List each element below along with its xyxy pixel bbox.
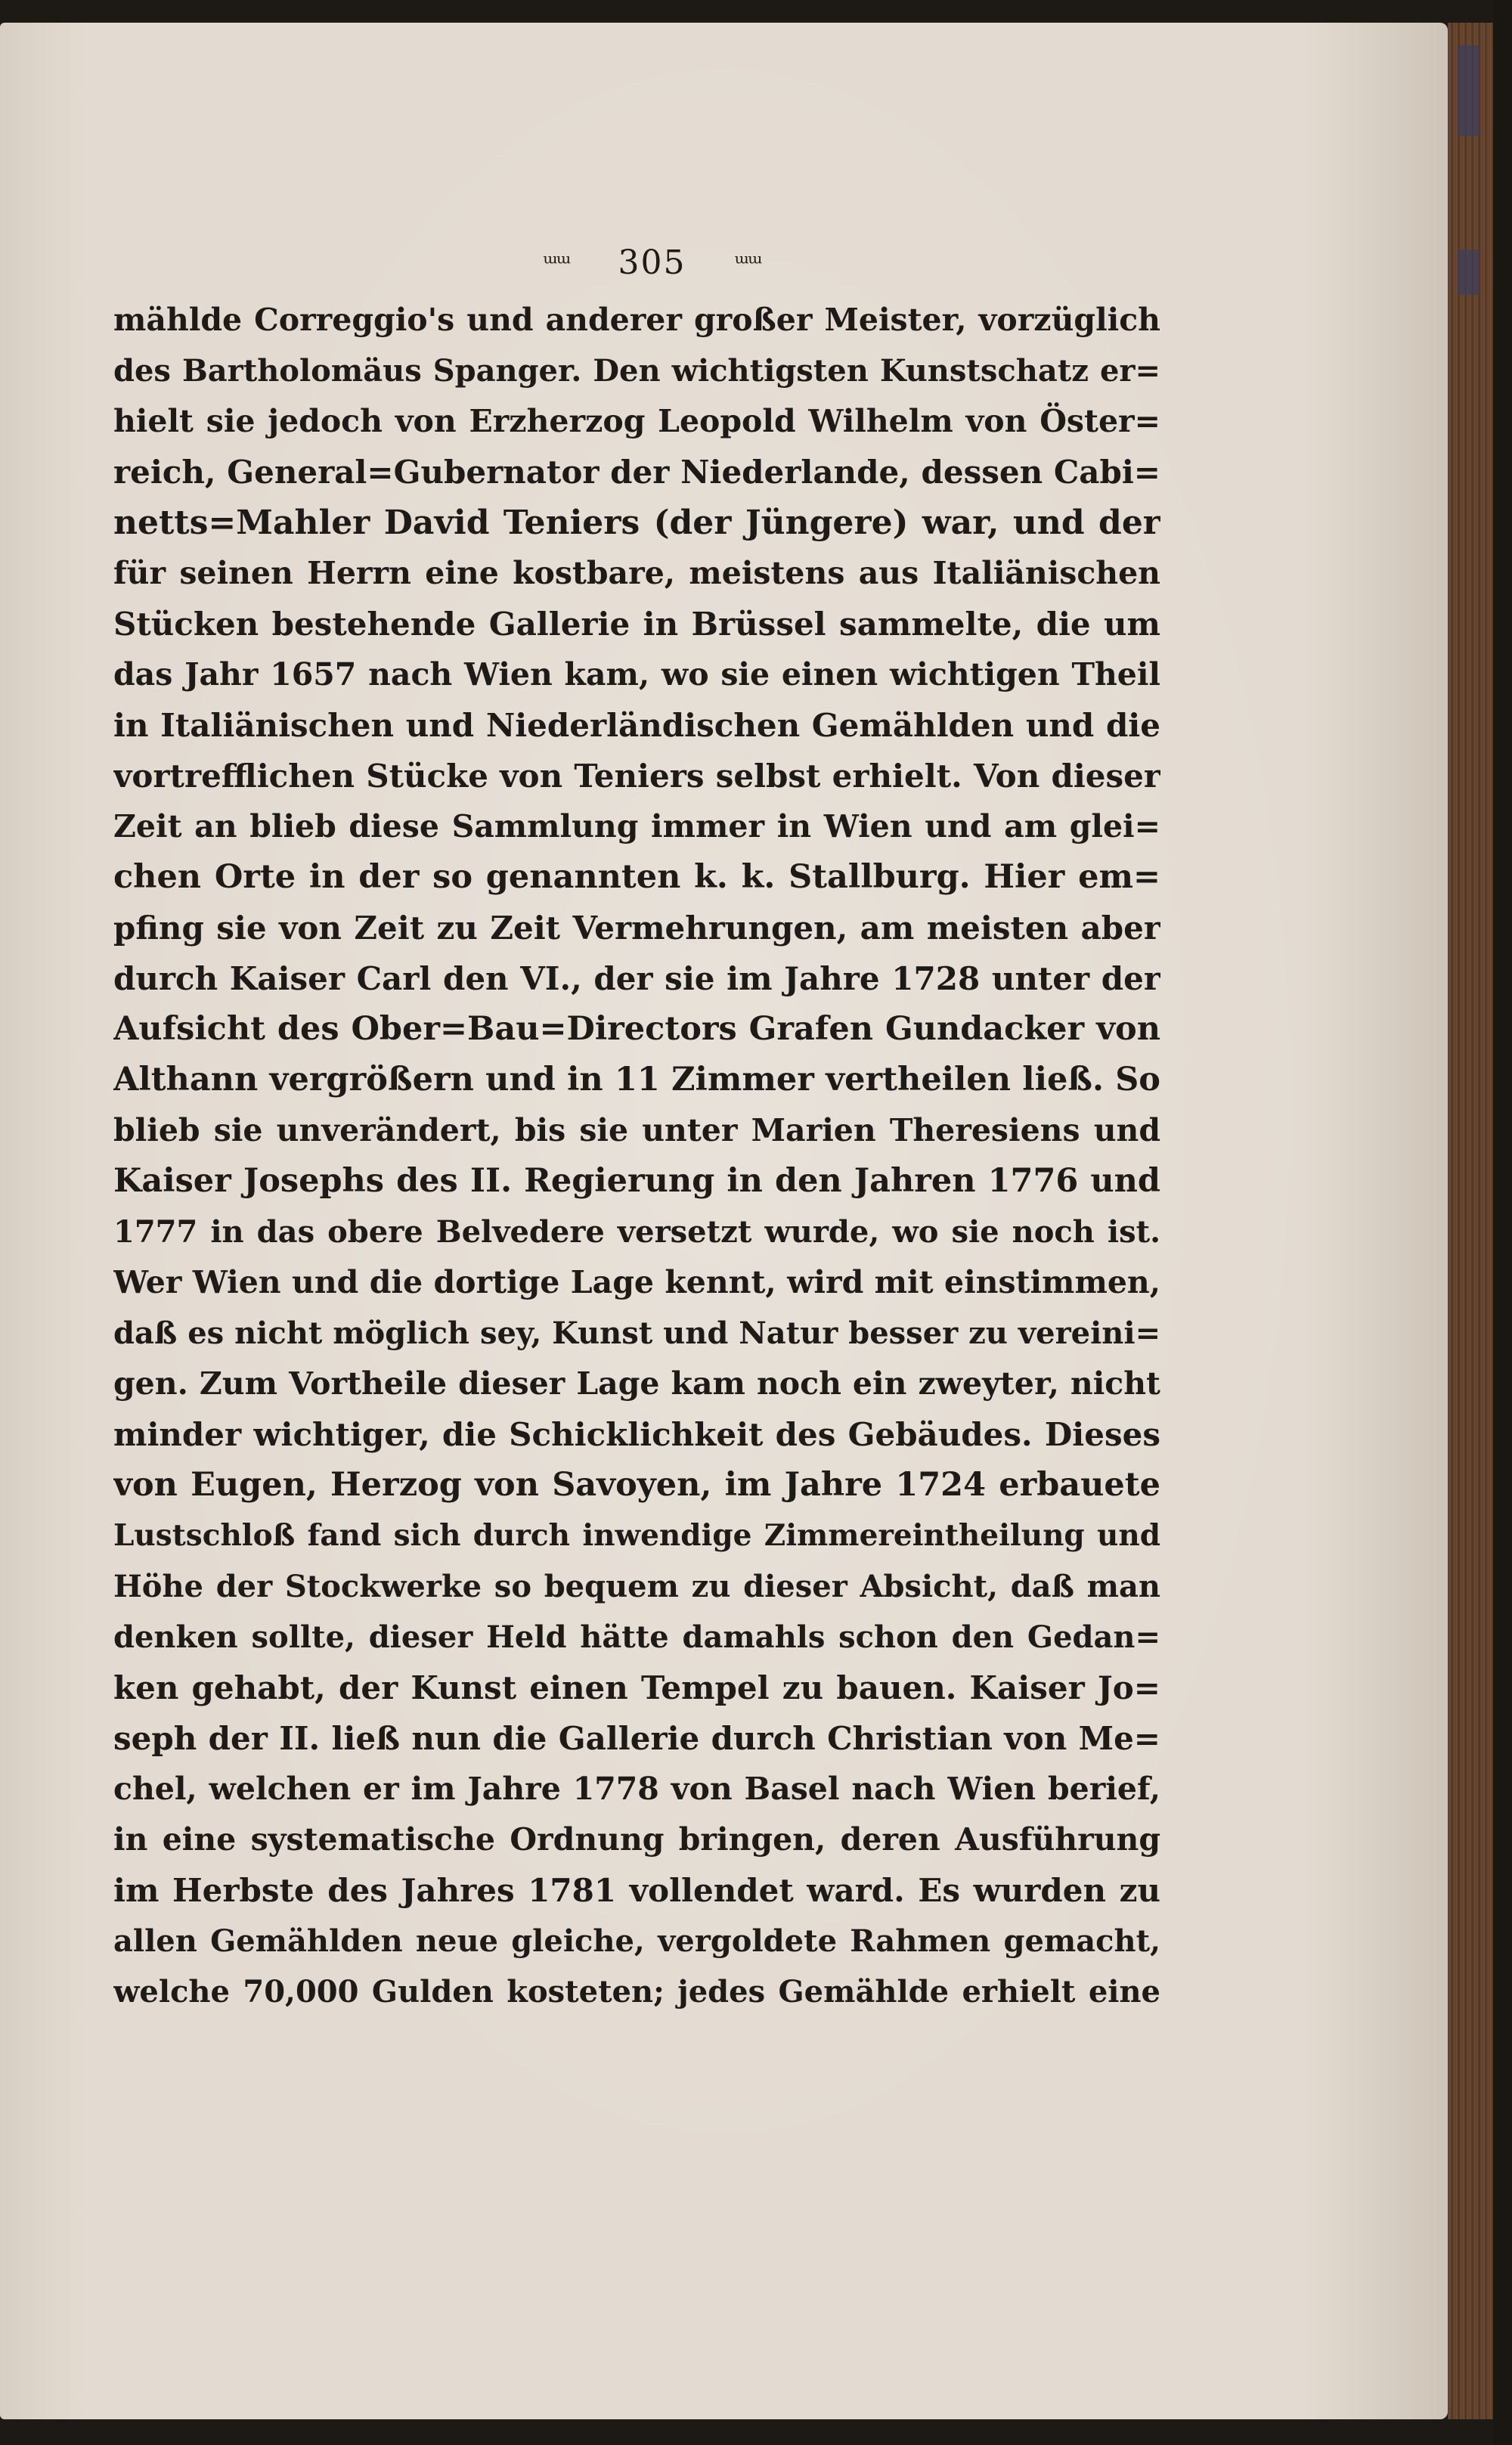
- text-line: Stücken bestehende Gallerie in Brüssel sammelte, die um: [113, 606, 1160, 643]
- text-line: daß es nicht möglich sey, Kunst und Natur besser zu vereini=: [113, 1315, 1160, 1351]
- text-line: chel, welchen er im Jahre 1778 von Basel nach Wien berief,: [113, 1771, 1160, 1807]
- text-line: Wer Wien und die dortige Lage kennt, wird mit einstimmen,: [113, 1264, 1160, 1300]
- spine-mark: [1458, 45, 1479, 136]
- text-line: durch Kaiser Carl den VI., der sie im Jahre 1728 unter der: [113, 960, 1160, 997]
- text-line: für seinen Herrn eine kostbare, meistens aus Italiänischen: [113, 555, 1160, 591]
- text-line: von Eugen, Herzog von Savoyen, im Jahre 1724 erbauete: [113, 1466, 1160, 1504]
- page-edges: [1448, 23, 1493, 2419]
- text-line: netts=Mahler David Teniers (der Jüngere) war, und der: [113, 504, 1160, 542]
- text-line: pfing sie von Zeit zu Zeit Vermehrungen, am meisten aber: [113, 910, 1160, 947]
- text-line: Althann vergrößern und in 11 Zimmer vertheilen ließ. So: [113, 1061, 1160, 1099]
- page-header: [144, 227, 1160, 295]
- text-line: in Italiänischen und Niederländischen Gemählden und die: [113, 707, 1160, 744]
- spine-mark: [1458, 249, 1479, 295]
- text-block: [113, 227, 1160, 2017]
- text-line: allen Gemählden neue gleiche, vergoldete Rahmen gemacht,: [113, 1923, 1160, 1959]
- text-line: Lustschloß fand sich durch inwendige Zimmereintheilung und: [113, 1518, 1160, 1553]
- text-line: im Herbste des Jahres 1781 vollendet ward. Es wurden zu: [113, 1872, 1160, 1909]
- text-line: denken sollte, dieser Held hätte damahls schon den Gedan=: [113, 1619, 1160, 1655]
- text-line: mählde Correggio's und anderer großer Meister, vorzüglich: [113, 302, 1160, 338]
- page-number: 305: [618, 243, 686, 282]
- text-line: 1777 in das obere Belvedere versetzt wurde, wo sie noch ist.: [113, 1214, 1160, 1250]
- text-line: ken gehabt, der Kunst einen Tempel zu bauen. Kaiser Jo=: [113, 1669, 1160, 1706]
- text-line: chen Orte in der so genannten k. k. Stallburg. Hier em=: [113, 858, 1160, 896]
- text-line: minder wichtiger, die Schicklichkeit des Gebäudes. Dieses: [113, 1416, 1160, 1453]
- text-line: welche 70,000 Gulden kosteten; jedes Gemählde erhielt eine: [113, 1974, 1160, 2010]
- text-line: gen. Zum Vortheile dieser Lage kam noch ein zweyter, nicht: [113, 1365, 1160, 1402]
- text-line: in eine systematische Ordnung bringen, deren Ausführung: [113, 1821, 1160, 1858]
- text-line: des Bartholomäus Spanger. Den wichtigsten Kunstschatz er=: [113, 353, 1160, 389]
- text-line: Zeit an blieb diese Sammlung immer in Wien und am glei=: [113, 808, 1160, 844]
- text-line: das Jahr 1657 nach Wien kam, wo sie einen wichtigen Theil: [113, 656, 1160, 693]
- book-spine: [1493, 0, 1512, 2445]
- text-line: seph der II. ließ nun die Gallerie durch Christian von Me=: [113, 1720, 1160, 1757]
- text-line: Höhe der Stockwerke so bequem zu dieser Absicht, daß man: [113, 1569, 1160, 1604]
- text-line: hielt sie jedoch von Erzherzog Leopold Wilhelm von Öster=: [113, 403, 1160, 439]
- text-line: Kaiser Josephs des II. Regierung in den Jahren 1776 und: [113, 1162, 1160, 1200]
- header-ornament-left: ᵚᵚ: [543, 248, 570, 277]
- text-line: blieb sie unverändert, bis sie unter Marien Theresiens und: [113, 1112, 1160, 1148]
- text-line: vortrefflichen Stücke von Teniers selbst erhielt. Von dieser: [113, 758, 1160, 795]
- text-line: reich, General=Gubernator der Niederlande, dessen Cabi=: [113, 454, 1160, 491]
- header-ornament-right: ᵚᵚ: [734, 248, 761, 277]
- text-line: Aufsicht des Ober=Bau=Directors Grafen Gundacker von: [113, 1010, 1160, 1048]
